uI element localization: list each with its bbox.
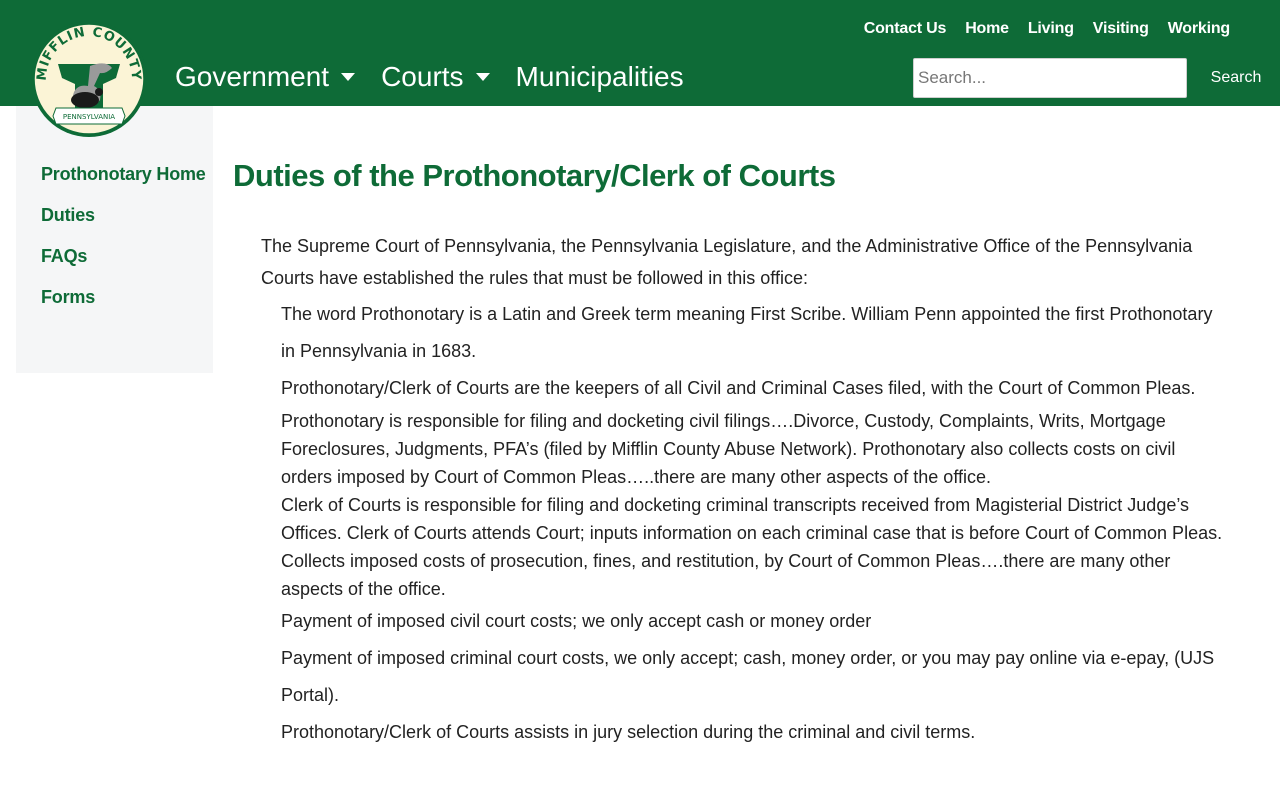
living-link[interactable]: Living xyxy=(1027,20,1074,37)
list-item: Clerk of Courts is responsible for filing and docketing criminal transcripts received from Magisterial District Judge’s Offices. Clerk of Courts attends Court; inputs information on each criminal case that is before Court of Common Pleas. Collects imposed costs of prosecution, fines, and restitution, by Court of Common Pleas….there are many other aspects of the office. xyxy=(281,495,1223,599)
sidebar xyxy=(16,106,213,373)
sidebar-item-forms[interactable]: Forms xyxy=(41,287,96,307)
working-link[interactable]: Working xyxy=(1167,20,1230,37)
chevron-down-icon xyxy=(476,73,490,81)
svg-text:MIFFLIN COUNTY: MIFFLIN COUNTY xyxy=(34,24,144,82)
svg-text:PENNSYLVANIA: PENNSYLVANIA xyxy=(62,113,116,121)
search-button[interactable]: Search xyxy=(1200,58,1272,98)
list-item: Payment of imposed civil court costs; we only accept cash or money order xyxy=(281,611,872,631)
contact-us-link[interactable]: Contact Us xyxy=(863,20,947,37)
list-item: Prothonotary is responsible for filing and docketing civil filings….Divorce, Custody, Complaints, Writs, Mortgage Foreclosures, Judgments, PFA’s (filed by Mifflin County Abuse Network). Prothonotary also collects costs on civil orders imposed by Court of Common Pleas…..there are many other aspects of the office. xyxy=(281,411,1176,487)
main-content xyxy=(233,152,1233,751)
duties-list xyxy=(281,296,1231,751)
mifflin-county-logo[interactable] xyxy=(30,20,148,138)
utility-navigation xyxy=(845,20,1230,38)
search-input[interactable] xyxy=(913,58,1187,98)
nav-courts[interactable] xyxy=(381,61,489,93)
nav-courts-label: Courts xyxy=(381,61,464,92)
intro-paragraph: The Supreme Court of Pennsylvania, the Pennsylvania Legislature, and the Administrative Office of the Pennsylvania Courts have established the rules that must be followed in this office: xyxy=(261,236,1193,288)
list-item: Payment of imposed criminal court costs, we only accept; cash, money order, or you may pay online via e-epay, (UJS Portal). xyxy=(281,648,1215,705)
site-header xyxy=(0,0,1280,121)
page-title: Duties of the Prothonotary/Clerk of Courts xyxy=(233,158,836,193)
list-item: Prothonotary/Clerk of Courts assists in jury selection during the criminal and civil terms. xyxy=(281,722,976,742)
main-navigation xyxy=(175,56,710,98)
sidebar-item-duties[interactable]: Duties xyxy=(41,205,95,225)
nav-municipalities-label: Municipalities xyxy=(515,61,684,92)
nav-government[interactable] xyxy=(175,61,355,93)
sidebar-item-faqs[interactable]: FAQs xyxy=(41,246,88,266)
nav-municipalities[interactable] xyxy=(516,61,684,93)
nav-government-label: Government xyxy=(175,61,330,92)
sidebar-item-prothonotary-home[interactable]: Prothonotary Home xyxy=(41,164,206,184)
list-item: The word Prothonotary is a Latin and Greek term meaning First Scribe. William Penn appointed the first Prothonotary in Pennsylvania in 1683. xyxy=(281,304,1213,361)
home-link[interactable]: Home xyxy=(965,20,1009,37)
chevron-down-icon xyxy=(341,73,355,81)
visiting-link[interactable]: Visiting xyxy=(1092,20,1149,37)
list-item: Prothonotary/Clerk of Courts are the keepers of all Civil and Criminal Cases filed, with the Court of Common Pleas. xyxy=(281,378,1196,398)
